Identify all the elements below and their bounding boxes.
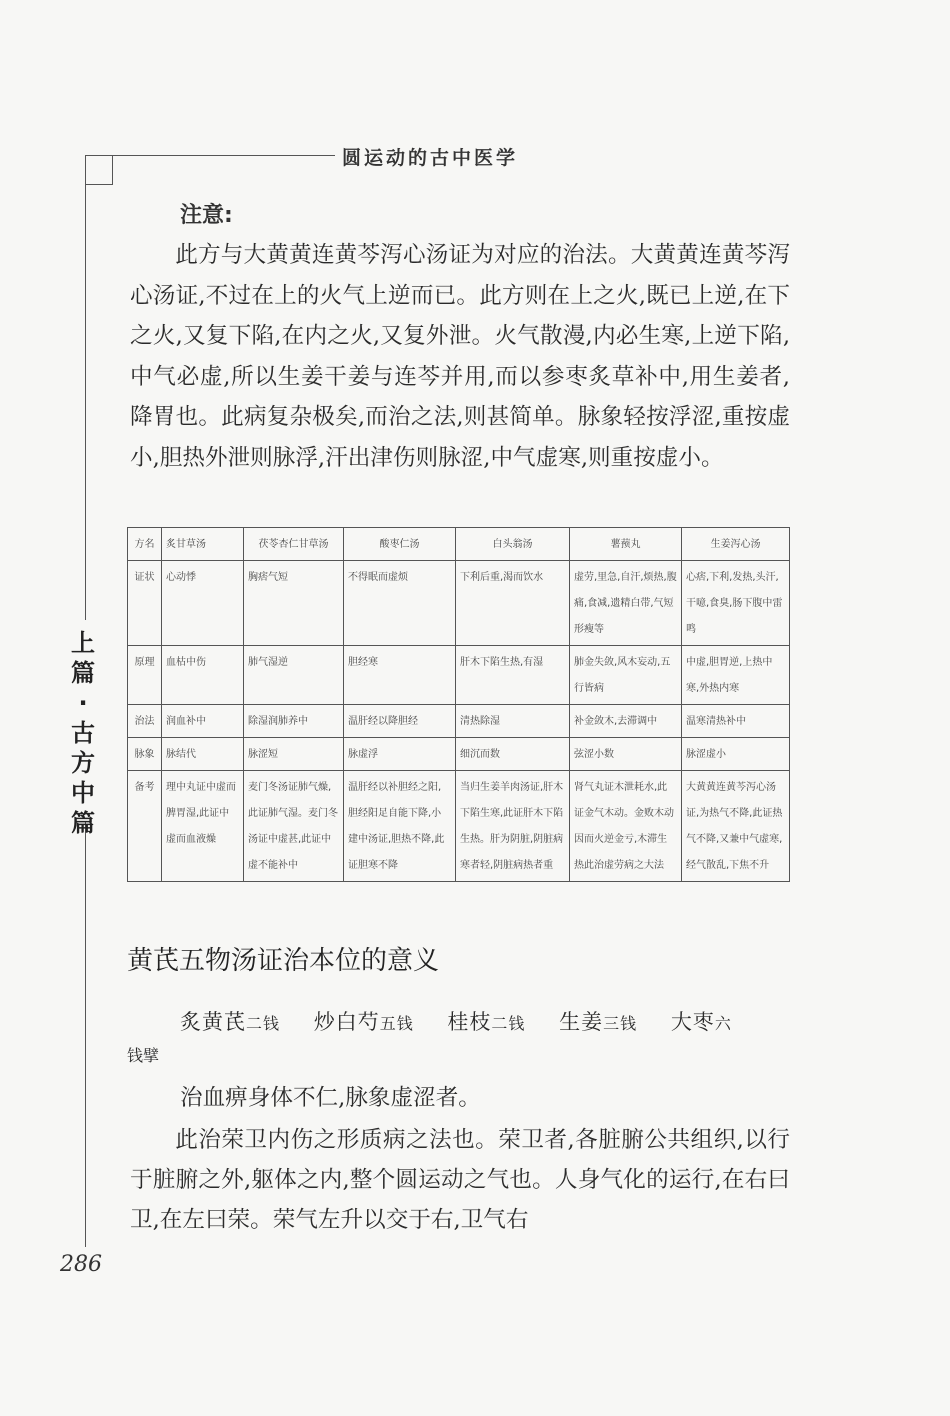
side-label-char: 篇 [71, 809, 95, 837]
formula-ingredient [447, 1010, 525, 1034]
table-cell: 当归生姜羊肉汤证,肝木下陷生寒,此证肝木下陷生热。肝为阴脏,阴脏病寒者轻,阴脏病热者重 [456, 771, 570, 882]
ingredient-dose: 五钱 [379, 1014, 414, 1033]
table-cell: 胆经寒 [344, 646, 456, 705]
table-cell: 茯苓杏仁甘草汤 [244, 528, 344, 561]
header-corner-box [85, 155, 113, 185]
ingredient-dose: 二钱 [491, 1014, 526, 1033]
body-paragraph: 此治荣卫内伤之形质病之法也。荣卫者,各脏腑公共组织,以行于脏腑之外,躯体之内,整个圆运动之气也。人身气化的运行,在右曰卫,在左曰荣。荣气左升以交于右,卫气右 [130, 1127, 790, 1233]
formula-continuation: 钱擘 [127, 1046, 160, 1065]
table-cell: 麦门冬汤证肺气燥,此证肺气湿。麦门冬汤证中虚甚,此证中虚不能补中 [244, 771, 344, 882]
side-label-char: 方 [71, 749, 95, 777]
row-header: 备考 [128, 771, 162, 882]
margin-rule-top [85, 185, 86, 620]
table-cell: 肾气丸证木泄耗水,此证金气木动。金败木动因而火逆金亏,木滞生热此治虚劳病之大法 [570, 771, 682, 882]
table-cell: 温寒清热补中 [682, 705, 790, 738]
note-heading: 注意: [180, 203, 233, 228]
row-header: 证状 [128, 561, 162, 646]
ingredient-name: 桂枝 [447, 1010, 492, 1034]
side-label-char: 篇 [71, 659, 95, 687]
ingredient-name: 大枣 [670, 1010, 715, 1034]
table-row [128, 528, 790, 561]
ingredient-dose: 六 [714, 1014, 732, 1033]
table-cell: 不得眠而虚烦 [344, 561, 456, 646]
side-label-char: 中 [71, 779, 95, 807]
ingredient-name: 炙黄芪 [180, 1010, 246, 1034]
formula-line [180, 1006, 732, 1036]
side-section-label [63, 628, 103, 838]
formula-ingredient [559, 1010, 637, 1034]
side-label-char: 上 [71, 629, 95, 657]
table-cell: 白头翁汤 [456, 528, 570, 561]
table-cell: 理中丸证中虚而脾胃湿,此证中虚而血液燥 [162, 771, 244, 882]
table-row [128, 705, 790, 738]
side-label-char: 古 [71, 719, 95, 747]
section-heading: 黄芪五物汤证治本位的意义 [127, 946, 440, 976]
ingredient-dose: 二钱 [246, 1014, 281, 1033]
row-header: 原理 [128, 646, 162, 705]
header-rule [85, 155, 335, 156]
table-row [128, 738, 790, 771]
margin-rule-bottom [85, 822, 86, 1247]
formula-ingredient [180, 1010, 280, 1034]
table-cell: 除湿润肺养中 [244, 705, 344, 738]
table-cell: 薯蓣丸 [570, 528, 682, 561]
ingredient-name: 炒白芍 [313, 1010, 380, 1034]
indication-text: 治血痹身体不仁,脉象虚涩者。 [180, 1085, 481, 1111]
table-cell: 炙甘草汤 [162, 528, 244, 561]
row-header: 方名 [128, 528, 162, 561]
table-row [128, 771, 790, 882]
table-cell: 酸枣仁汤 [344, 528, 456, 561]
table-cell: 脉涩短 [244, 738, 344, 771]
ingredient-name: 生姜 [559, 1010, 604, 1034]
table-row [128, 561, 790, 646]
note-paragraph: 此方与大黄黄连黄芩泻心汤证为对应的治法。大黄黄连黄芩泻心汤证,不过在上的火气上逆而已。此方则在上之火,既已上逆,在下之火,又复下陷,在内之火,又复外泄。火气散漫,内必生寒,上逆下陷,中气必虚,所以生姜干姜与连芩并用,而以参枣炙草补中,用生姜者,降胃也。此病复杂极矣,而治之法,则甚简单。脉象轻按浮涩,重按虚小,胆热外泄则脉浮,汗出津伤则脉涩,中气虚寒,则重按虚小。 [130, 242, 790, 471]
table-cell: 生姜泻心汤 [682, 528, 790, 561]
comparison-table [127, 527, 790, 882]
table-cell: 心动悸 [162, 561, 244, 646]
table-cell: 脉结代 [162, 738, 244, 771]
table-cell: 补金敛木,去滞调中 [570, 705, 682, 738]
page-number: 286 [60, 1252, 102, 1277]
table-cell: 肺金失敛,风木妄动,五行皆病 [570, 646, 682, 705]
table-cell: 中虚,胆胃逆,上热中寒,外热内寒 [682, 646, 790, 705]
table-cell: 下利后重,渴而饮水 [456, 561, 570, 646]
side-label-char: · [78, 689, 88, 717]
row-header: 治法 [128, 705, 162, 738]
table-cell: 细沉而数 [456, 738, 570, 771]
table-cell: 温肝经以补胆经之阳,胆经阳足自能下降,小建中汤证,胆热不降,此证胆寒不降 [344, 771, 456, 882]
table-cell: 温肝经以降胆经 [344, 705, 456, 738]
table-cell: 肺气湿逆 [244, 646, 344, 705]
table-cell: 肝木下陷生热,有湿 [456, 646, 570, 705]
table-cell: 脉虚浮 [344, 738, 456, 771]
table-cell: 大黄黄连黄芩泻心汤证,为热气不降,此证热气不降,又兼中气虚寒,经气散乱,下焦不升 [682, 771, 790, 882]
formula-ingredient [671, 1010, 732, 1034]
ingredient-dose: 三钱 [603, 1014, 638, 1033]
formula-ingredient [314, 1010, 414, 1034]
running-header-title: 圆运动的古中医学 [342, 147, 519, 169]
table-cell: 清热除湿 [456, 705, 570, 738]
table-cell: 胸痞气短 [244, 561, 344, 646]
table-cell: 血枯中伤 [162, 646, 244, 705]
table-cell: 心痞,下利,发热,头汗,干噫,食臭,肠下腹中雷鸣 [682, 561, 790, 646]
table-cell: 脉涩虚小 [682, 738, 790, 771]
table-cell: 虚劳,里急,自汗,烦热,腹痛,食减,遗精白带,气短形瘦等 [570, 561, 682, 646]
table-cell: 弦涩小数 [570, 738, 682, 771]
row-header: 脉象 [128, 738, 162, 771]
table-cell: 润血补中 [162, 705, 244, 738]
table-row [128, 646, 790, 705]
